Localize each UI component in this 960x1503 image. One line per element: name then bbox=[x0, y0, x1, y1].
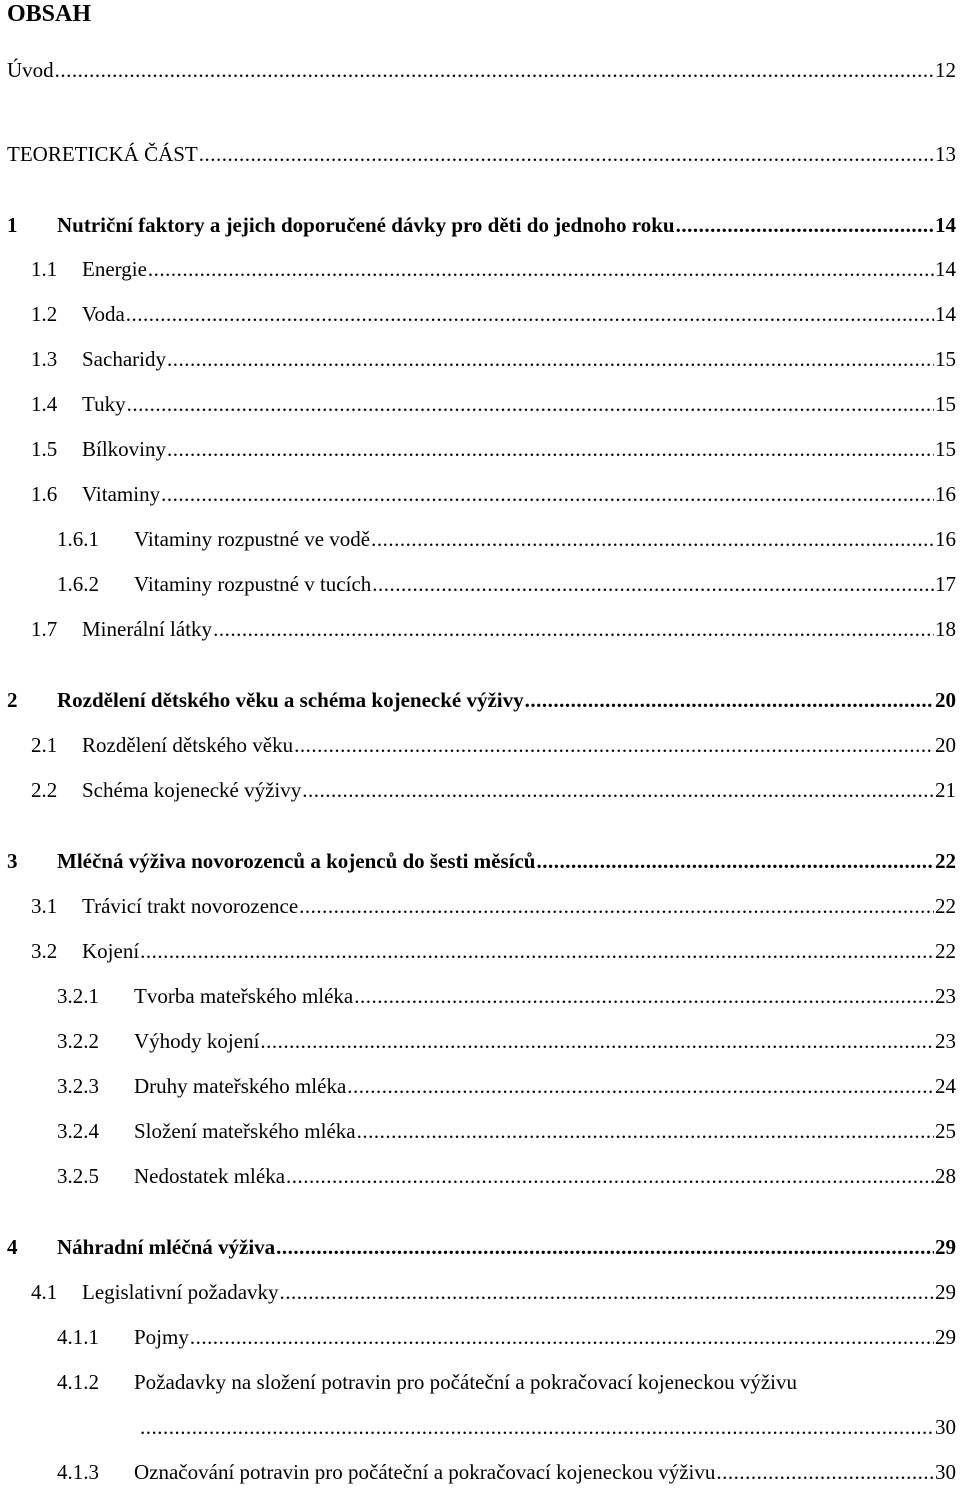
toc-entry[interactable] bbox=[0, 1026, 956, 1056]
dot-leader bbox=[537, 846, 935, 876]
toc-entry-number: 1.4 bbox=[31, 392, 58, 416]
toc-entry[interactable] bbox=[0, 1457, 956, 1487]
toc-entry-number: 4 bbox=[7, 1235, 18, 1259]
dot-leader bbox=[371, 524, 934, 554]
toc-entry-title: Tvorba mateřského mléka bbox=[134, 981, 354, 1011]
toc-entry-page: 16 bbox=[935, 482, 956, 506]
toc-entry-number: 2 bbox=[7, 688, 18, 712]
toc-entry-number: 1 bbox=[7, 213, 18, 237]
dot-leader bbox=[525, 685, 934, 715]
dot-leader bbox=[167, 344, 934, 374]
toc-entry[interactable] bbox=[0, 891, 956, 921]
toc-entry-number: 4.1 bbox=[31, 1280, 58, 1304]
toc-entry-title: Energie bbox=[82, 254, 148, 284]
toc-entry-title: Vitaminy rozpustné v tucích bbox=[134, 569, 372, 599]
toc-entry-number: 1.6.2 bbox=[57, 572, 99, 596]
toc-entry[interactable] bbox=[0, 569, 956, 599]
toc-entry-page: 22 bbox=[935, 894, 956, 918]
dot-leader bbox=[213, 614, 934, 644]
toc-entry-page: 22 bbox=[935, 849, 956, 873]
toc-entry[interactable] bbox=[0, 1071, 956, 1101]
toc-entry[interactable] bbox=[0, 479, 956, 509]
toc-entry[interactable] bbox=[0, 1322, 956, 1352]
dot-leader bbox=[55, 55, 934, 85]
toc-entry-number: 3.2.5 bbox=[57, 1164, 99, 1188]
toc-entry-page: 28 bbox=[935, 1164, 956, 1188]
toc-entry-title: Minerální látky bbox=[82, 614, 213, 644]
toc-entry-title: Úvod bbox=[7, 55, 55, 85]
toc-entry[interactable] bbox=[0, 936, 956, 966]
toc-entry-page: 15 bbox=[935, 437, 956, 461]
toc-entry-number: 3.2.2 bbox=[57, 1029, 99, 1053]
toc-entry-title: Mléčná výživa novorozenců a kojenců do šesti měsíců bbox=[57, 846, 537, 876]
toc-entry[interactable] bbox=[0, 389, 956, 419]
toc-entry-page: 16 bbox=[935, 527, 956, 551]
toc-entry-page: 13 bbox=[935, 142, 956, 166]
toc-entry-title: Trávicí trakt novorozence bbox=[82, 891, 299, 921]
toc-entry-number: 3.1 bbox=[31, 894, 58, 918]
toc-entry-number: 3.2.3 bbox=[57, 1074, 99, 1098]
toc-entry[interactable] bbox=[0, 254, 956, 284]
toc-entry-number: 4.1.2 bbox=[57, 1370, 99, 1394]
toc-entry-title: Vitaminy bbox=[82, 479, 161, 509]
toc-entry[interactable] bbox=[0, 1116, 956, 1146]
toc-entry[interactable] bbox=[0, 775, 956, 805]
dot-leader bbox=[140, 936, 934, 966]
dot-leader bbox=[357, 1116, 934, 1146]
toc-entry-page: 14 bbox=[935, 213, 956, 237]
toc-entry[interactable] bbox=[0, 139, 956, 169]
toc-entry-page: 14 bbox=[935, 257, 956, 281]
toc-entry-title: Schéma kojenecké výživy bbox=[82, 775, 302, 805]
toc-entry-page: 21 bbox=[935, 778, 956, 802]
dot-leader bbox=[302, 775, 934, 805]
toc-entry-title: Voda bbox=[82, 299, 126, 329]
dot-leader bbox=[280, 1277, 934, 1307]
toc-entry-page: 22 bbox=[935, 939, 956, 963]
dot-leader bbox=[126, 299, 934, 329]
toc-entry[interactable] bbox=[0, 730, 956, 760]
toc-entry-number: 3 bbox=[7, 849, 18, 873]
toc-entry-page: 18 bbox=[935, 617, 956, 641]
toc-entry-page: 24 bbox=[935, 1074, 956, 1098]
toc-entry-title: Označování potravin pro počáteční a pokračovací kojeneckou výživu bbox=[134, 1457, 716, 1487]
dot-leader bbox=[676, 210, 934, 240]
toc-entry-number: 1.7 bbox=[31, 617, 58, 641]
toc-entry-title: Náhradní mléčná výživa bbox=[57, 1232, 276, 1262]
toc-entry-title: Vitaminy rozpustné ve vodě bbox=[134, 524, 371, 554]
dot-leader bbox=[286, 1161, 934, 1191]
toc-entry-title: Tuky bbox=[82, 389, 127, 419]
dot-leader bbox=[148, 254, 934, 284]
toc-entry-page: 15 bbox=[935, 347, 956, 371]
toc-entry[interactable] bbox=[0, 1367, 956, 1397]
toc-entry-title: Výhody kojení bbox=[134, 1026, 260, 1056]
toc-entry[interactable] bbox=[0, 1232, 956, 1262]
toc-entry-number: 1.5 bbox=[31, 437, 58, 461]
dot-leader bbox=[167, 434, 934, 464]
toc-entry-number: 1.3 bbox=[31, 347, 58, 371]
dot-leader bbox=[190, 1322, 934, 1352]
toc-entry-title: Nutriční faktory a jejich doporučené dávky pro děti do jednoho roku bbox=[57, 210, 676, 240]
toc-entry-page: 14 bbox=[935, 302, 956, 326]
toc-entry-page: 29 bbox=[935, 1280, 956, 1304]
toc-entry-number: 3.2.4 bbox=[57, 1119, 99, 1143]
toc-entry-number: 1.2 bbox=[31, 302, 58, 326]
toc-entry-page: 29 bbox=[935, 1325, 956, 1349]
toc-entry[interactable] bbox=[0, 524, 956, 554]
toc-entry[interactable] bbox=[0, 1277, 956, 1307]
toc-entry-page: 30 bbox=[935, 1415, 956, 1439]
dot-leader bbox=[199, 139, 934, 169]
toc-entry-title: Kojení bbox=[82, 936, 140, 966]
toc-entry-title: Druhy mateřského mléka bbox=[134, 1071, 347, 1101]
toc-entry-page: 30 bbox=[935, 1460, 956, 1484]
toc-entry-title: Rozdělení dětského věku a schéma kojenecké výživy bbox=[57, 685, 525, 715]
toc-entry-page: 15 bbox=[935, 392, 956, 416]
toc-entry-title: Rozdělení dětského věku bbox=[82, 730, 294, 760]
toc-entry[interactable] bbox=[0, 210, 956, 240]
dot-leader bbox=[127, 389, 934, 419]
toc-entry[interactable] bbox=[0, 1412, 956, 1442]
toc-entry[interactable] bbox=[0, 614, 956, 644]
toc-entry[interactable] bbox=[0, 434, 956, 464]
toc-entry[interactable] bbox=[0, 1161, 956, 1191]
dot-leader bbox=[276, 1232, 934, 1262]
dot-leader bbox=[260, 1026, 934, 1056]
toc-entry-page: 20 bbox=[935, 688, 956, 712]
toc-entry-title: Pojmy bbox=[134, 1322, 190, 1352]
toc-entry-number: 3.2 bbox=[31, 939, 58, 963]
toc-entry-title: TEORETICKÁ ČÁST bbox=[7, 139, 199, 169]
dot-leader bbox=[299, 891, 934, 921]
toc-entry-title: Složení mateřského mléka bbox=[134, 1116, 357, 1146]
toc-entry[interactable] bbox=[0, 846, 956, 876]
toc-entry-number: 1.6.1 bbox=[57, 527, 99, 551]
toc-entry-title: Bílkoviny bbox=[82, 434, 167, 464]
dot-leader bbox=[354, 981, 934, 1011]
dot-leader bbox=[161, 479, 934, 509]
toc-entry-page: 12 bbox=[935, 58, 956, 82]
toc-entry-title: Nedostatek mléka bbox=[134, 1161, 286, 1191]
toc-entry-number: 1.6 bbox=[31, 482, 58, 506]
toc-entry-title: Legislativní požadavky bbox=[82, 1277, 280, 1307]
toc-entry-page: 23 bbox=[935, 984, 956, 1008]
toc-entry-page: 25 bbox=[935, 1119, 956, 1143]
dot-leader bbox=[716, 1457, 934, 1487]
toc-entry-title: Požadavky na složení potravin pro počáteční a pokračovací kojeneckou výživu bbox=[134, 1370, 798, 1394]
toc-entry[interactable] bbox=[0, 299, 956, 329]
dot-leader bbox=[347, 1071, 934, 1101]
toc-entry-number: 3.2.1 bbox=[57, 984, 99, 1008]
toc-entry-number: 1.1 bbox=[31, 257, 58, 281]
toc-entry[interactable] bbox=[0, 685, 956, 715]
toc-entry-page: 23 bbox=[935, 1029, 956, 1053]
toc-entry-number: 2.2 bbox=[31, 778, 58, 802]
toc-entry[interactable] bbox=[0, 55, 956, 85]
toc-entry-page: 20 bbox=[935, 733, 956, 757]
toc-entry-page: 17 bbox=[935, 572, 956, 596]
toc-entry[interactable] bbox=[0, 344, 956, 374]
dot-leader bbox=[140, 1412, 934, 1442]
toc-entry-number: 4.1.3 bbox=[57, 1460, 99, 1484]
toc-heading: OBSAH bbox=[7, 1, 92, 27]
toc-entry[interactable] bbox=[0, 981, 956, 1011]
toc-entry-number: 2.1 bbox=[31, 733, 58, 757]
dot-leader bbox=[294, 730, 934, 760]
toc-entry-page: 29 bbox=[935, 1235, 956, 1259]
toc-entry-title: Sacharidy bbox=[82, 344, 167, 374]
toc-entry-number: 4.1.1 bbox=[57, 1325, 99, 1349]
dot-leader bbox=[372, 569, 934, 599]
